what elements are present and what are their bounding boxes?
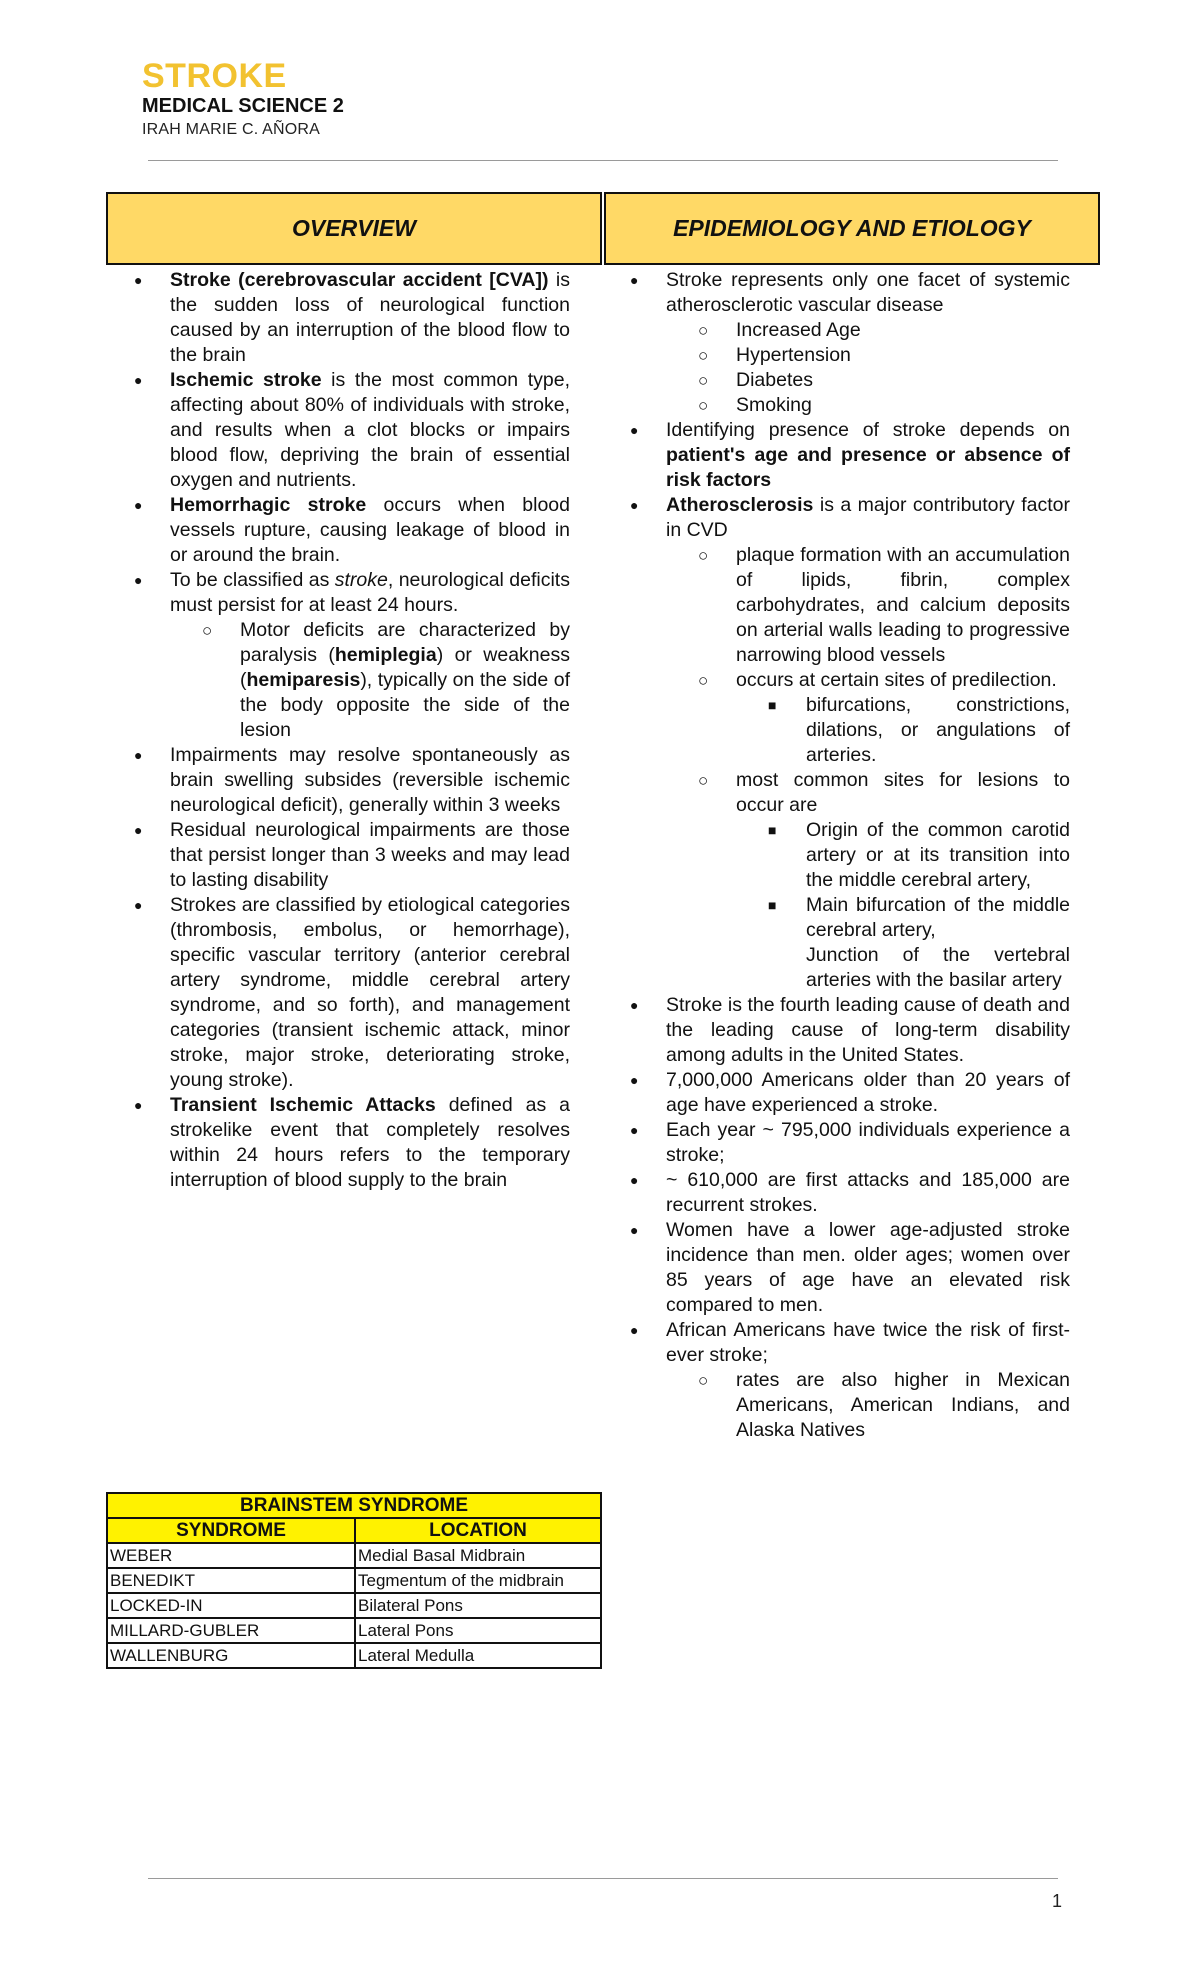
overview-column [170, 268, 570, 1193]
sub-sub-list-item: ■ bifurcations, constrictions, dilations, or angulations of arteries. [764, 693, 1070, 768]
list-item: ● Impairments may resolve spontaneously as brain swelling subsides (reversible ischemic neurological deficit), generally within 3 weeks [128, 743, 570, 818]
list-item: ● Ischemic stroke is the most common type, affecting about 80% of individuals with stroke, and results when a clot blocks or impairs blood flow, depriving the brain of essential oxygen and nutrients. [128, 368, 570, 493]
footer-divider [148, 1878, 1058, 1879]
table-cell: Tegmentum of the midbrain [355, 1568, 601, 1593]
list-item: ● Stroke is the fourth leading cause of death and the leading cause of long-term disability among adults in the United States. [624, 993, 1070, 1068]
list-item: ● African Americans have twice the risk of first-ever stroke; ○ rates are also higher in Mexican Americans, American Indians, and Alaska Natives [624, 1318, 1070, 1443]
sub-sub-list-item: ■ Origin of the common carotid artery or at its transition into the middle cerebral artery, [764, 818, 1070, 893]
table-cell: Lateral Medulla [355, 1643, 601, 1668]
list-item: ● Transient Ischemic Attacks defined as a strokelike event that completely resolves within 24 hours refers to the temporary interruption of blood supply to the brain [128, 1093, 570, 1193]
overview-heading: OVERVIEW [106, 192, 602, 265]
document-header [142, 58, 344, 140]
sub-list-item: ○ Smoking [694, 393, 1070, 418]
list-item: ● Stroke (cerebrovascular accident [CVA]) is the sudden loss of neurological function caused by an interruption of the blood flow to the brain [128, 268, 570, 368]
table-row [107, 1618, 601, 1643]
table-cell: Bilateral Pons [355, 1593, 601, 1618]
sub-list-item: ○ Increased Age [694, 318, 1070, 343]
table-cell: Lateral Pons [355, 1618, 601, 1643]
table-row [107, 1593, 601, 1618]
list-item: ● 7,000,000 Americans older than 20 years of age have experienced a stroke. [624, 1068, 1070, 1118]
brainstem-syndrome-table [106, 1492, 602, 1669]
table-cell: MILLARD-GUBLER [107, 1618, 355, 1643]
sub-list-item: ○ Diabetes [694, 368, 1070, 393]
table-cell: BENEDIKT [107, 1568, 355, 1593]
sub-sub-list-item: Junction of the vertebral arteries with the basilar artery [806, 944, 1070, 991]
list-item: ● Women have a lower age-adjusted stroke incidence than men. older ages; women over 85 years of age have an elevated risk compared to men. [624, 1218, 1070, 1318]
sub-list-item: ○ Motor deficits are characterized by paralysis (hemiplegia) or weakness (hemiparesis), typically on the side of the body opposite the side of the lesion [198, 618, 570, 743]
document-author: IRAH MARIE C. AÑORA [142, 121, 321, 138]
table-row [107, 1568, 601, 1593]
list-item: ● Each year ~ 795,000 individuals experience a stroke; [624, 1118, 1070, 1168]
sub-list-item: ○ plaque formation with an accumulation of lipids, fibrin, complex carbohydrates, and calcium deposits on arterial walls leading to progressive narrowing blood vessels [694, 543, 1070, 668]
epidemiology-column [666, 268, 1070, 1443]
table-title: BRAINSTEM SYNDROME [107, 1493, 601, 1518]
sub-list-item: ○ occurs at certain sites of predilection. ■ bifurcations, constrictions, dilations, or angulations of arteries. [694, 668, 1070, 768]
document-subtitle: MEDICAL SCIENCE 2 [142, 95, 344, 117]
header-divider [148, 160, 1058, 161]
sub-list-item: ○ most common sites for lesions to occur are ■ Origin of the common carotid artery or at its transition into the middle cerebral artery, ■ Main bifurcation of the middle cerebral artery, Junction of the vertebral arteries with the basilar artery [694, 768, 1070, 993]
sub-sub-list-item: ■ Main bifurcation of the middle cerebral artery, [764, 893, 1070, 943]
sub-list-item: ○ rates are also higher in Mexican Americans, American Indians, and Alaska Natives [694, 1368, 1070, 1443]
list-item: ● Hemorrhagic stroke occurs when blood vessels rupture, causing leakage of blood in or around the brain. [128, 493, 570, 568]
table-cell: WALLENBURG [107, 1643, 355, 1668]
list-item: ● Strokes are classified by etiological categories (thrombosis, embolus, or hemorrhage), specific vascular territory (anterior cerebral artery syndrome, middle cerebral artery syndrome, and so forth), and management categories (transient ischemic attack, minor stroke, major stroke, deteriorating stroke, young stroke). [128, 893, 570, 1093]
table-row [107, 1643, 601, 1668]
list-item: ● Stroke represents only one facet of systemic atherosclerotic vascular disease ○ Increased Age ○ Hypertension ○ Diabetes ○ Smoking [624, 268, 1070, 418]
table-cell: LOCKED-IN [107, 1593, 355, 1618]
table-cell: WEBER [107, 1543, 355, 1568]
page-number: 1 [1051, 1891, 1062, 1911]
epidemiology-heading: EPIDEMIOLOGY AND ETIOLOGY [604, 192, 1100, 265]
list-item: ● Residual neurological impairments are those that persist longer than 3 weeks and may lead to lasting disability [128, 818, 570, 893]
column-header-syndrome: SYNDROME [107, 1518, 355, 1543]
list-item: ● Identifying presence of stroke depends on patient's age and presence or absence of risk factors [624, 418, 1070, 493]
column-header-location: LOCATION [355, 1518, 601, 1543]
list-item: ● To be classified as stroke, neurological deficits must persist for at least 24 hours. ○ Motor deficits are characterized by paralysis (hemiplegia) or weakness (hemiparesis), typically on the side of the body opposite the side of the lesion [128, 568, 570, 743]
list-item: ● Atherosclerosis is a major contributory factor in CVD ○ plaque formation with an accumulation of lipids, fibrin, complex carbohydrates, and calcium deposits on arterial walls leading to progressive narrowing blood vessels ○ occurs at certain sites of predilection. ■ bifurcations, constrictions, dilations, or angulations of arteries. ○ most common sites for lesions to occur are ■ Origin of the common carotid artery or at its transition into the middle cerebral artery, ■ Main bifurcation of the middle cerebral artery, Junction of the vertebral arteries with the basilar artery [624, 493, 1070, 993]
table-row [107, 1543, 601, 1568]
document-title: STROKE [142, 57, 287, 95]
list-item: ● ~ 610,000 are first attacks and 185,000 are recurrent strokes. [624, 1168, 1070, 1218]
table-cell: Medial Basal Midbrain [355, 1543, 601, 1568]
sub-list-item: ○ Hypertension [694, 343, 1070, 368]
